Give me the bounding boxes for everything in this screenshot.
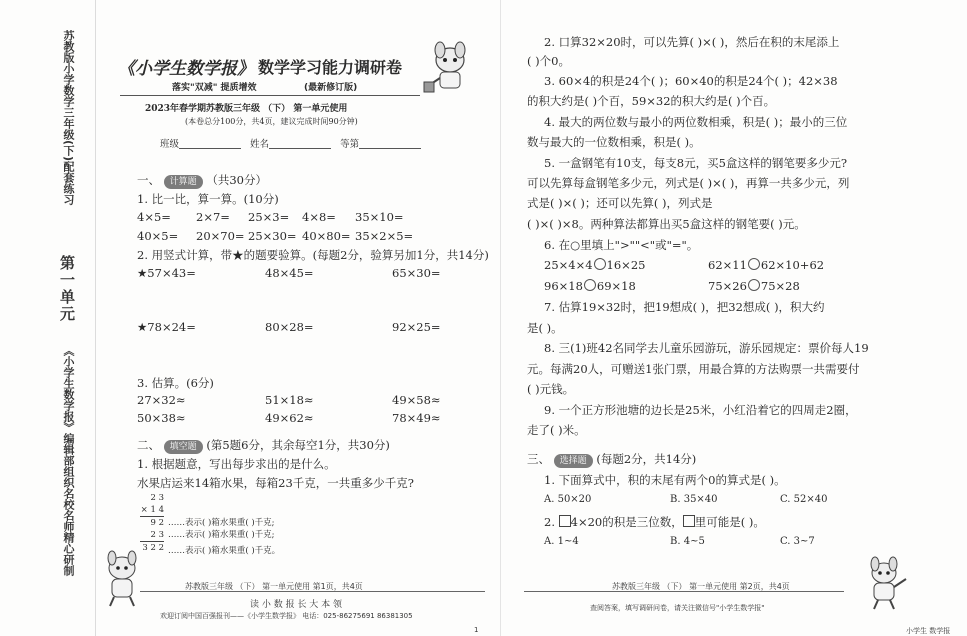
vertical-calc	[140, 492, 164, 554]
choice-option[interactable]: B. 35×40	[670, 494, 718, 505]
compare-right: 16×25	[606, 258, 646, 272]
blank-box[interactable]	[559, 515, 571, 527]
q1-item: 4×5=	[137, 210, 171, 224]
q2-item: 65×30=	[392, 266, 441, 280]
grade-label: 等第	[340, 139, 360, 150]
mascot-illustration	[420, 38, 478, 96]
text-line: 可以先算每盒钢笔多少元，列式是( )×( )，再算一共多少元，列	[527, 176, 850, 190]
q1-item: 40×80=	[302, 229, 351, 243]
calc-explain: ……表示( )箱水果重( )千克;	[168, 518, 275, 528]
page-number: 1	[474, 626, 479, 634]
footer-slogan: 读 小 数 报 长 大 本 领	[250, 600, 343, 610]
text-line: 数与最大的一位数相乘，积是( )。	[527, 135, 701, 149]
text-line: ( )元钱。	[527, 382, 575, 396]
section-1-num: 一、	[137, 173, 160, 187]
q1-item: 4×8=	[302, 210, 336, 224]
compare-item	[708, 258, 824, 272]
section-3-score: (每题2分，共14分)	[596, 452, 697, 466]
text-line: 2. 口算32×20时，可以先算( )×( )，然后在积的末尾添上	[544, 35, 840, 49]
q2-item: ★78×24=	[137, 320, 196, 334]
text-line: 的积大约是( )个百，59×32的积大约是( )个百。	[527, 94, 776, 108]
compare-circle[interactable]	[748, 279, 760, 291]
q1-item: 2×7=	[196, 210, 230, 224]
section-2-score: (第5题6分，其余每空1分，共30分)	[206, 438, 390, 452]
footer-contact: 欢迎订阅中国百强报刊——《小学生数学报》 电话：025-86275691 86381305	[160, 612, 413, 620]
compare-left: 25×4×4	[544, 258, 593, 272]
section-2-tag: 填空题	[164, 440, 203, 454]
choice-2-post: 里可能是( )。	[694, 515, 765, 529]
text-line: 4. 最大的两位数与最小的两位数相乘，积是( )；最小的三位	[544, 115, 848, 129]
q3-title: 3. 估算。(6分)	[137, 376, 214, 390]
text-line: 9. 一个正方形池塘的边长是25米，小红沿着它的四周走2圈，	[544, 403, 857, 417]
choice-option[interactable]: A. 1~4	[544, 536, 579, 547]
text-line: ( )×( )×8。两种算法都算出买5盒这样的钢笔要( )元。	[527, 217, 806, 231]
q2-item: 80×28=	[265, 320, 314, 334]
section-1-header	[137, 172, 267, 189]
text-line: 是( )。	[527, 321, 563, 335]
q1-item: 40×5=	[137, 229, 179, 243]
compare-circle[interactable]	[748, 258, 760, 270]
calc-explain: ……表示( )箱水果重( )千克;	[168, 530, 275, 540]
calc-explain: ……表示( )箱水果重( )千克。	[168, 546, 281, 556]
text-line: 5. 一盒钢笔有10支，每支8元，买5盒这样的钢笔要多少元?	[544, 156, 848, 170]
section-2-header	[137, 437, 390, 454]
mascot-illustration	[856, 555, 912, 611]
choice-option[interactable]: C. 3~7	[780, 536, 815, 547]
choice-option[interactable]: B. 4~5	[670, 536, 705, 547]
class-label: 班级	[160, 139, 180, 150]
q1-item: 25×3=	[248, 210, 290, 224]
q2-item: 48×45=	[265, 266, 314, 280]
compare-right: 75×28	[760, 279, 800, 293]
choice-1-title: 1. 下面算式中，积的末尾有两个0的算式是( )。	[544, 473, 786, 487]
text-line: ( )个0。	[527, 54, 570, 68]
section-3-header	[527, 451, 696, 468]
name-label: 姓名	[250, 139, 270, 150]
brand-logo: 《小学生数学报》	[118, 59, 254, 79]
compare-left: 62×11	[708, 258, 747, 272]
exam-note: (本卷总分100分，共4页，建议完成时间90分钟)	[185, 117, 358, 126]
q3-item: 49×58≈	[392, 393, 441, 407]
compare-right: 62×10+62	[760, 258, 825, 272]
compare-left: 75×26	[708, 279, 747, 293]
compare-item	[544, 258, 645, 272]
choice-2-title	[544, 514, 765, 530]
text-line: 元。每满20人，可赠送1张门票，用最合算的方法购票一共需要付	[527, 362, 860, 376]
compare-item	[708, 279, 800, 293]
footer-note: 查阅答案，填写调研问卷，请关注微信号"小学生数学报"	[590, 604, 765, 612]
semester-line: 2023年春学期苏教版三年级 （下） 第一单元使用	[145, 104, 348, 114]
choice-2-mid: 4×20的积是三位数，	[570, 515, 683, 529]
spine-series: 苏教版小学数学三年级(下)配套练习	[62, 30, 75, 206]
q1-item: 25×30=	[248, 229, 297, 243]
calc-line: × 1 4	[140, 505, 164, 515]
q3-item: 50×38≈	[137, 411, 186, 425]
corner-brand: 小学生 数学报	[906, 627, 951, 635]
q2-title: 2. 用竖式计算，带★的题要验算。(每题2分，验算另加1分，共14分)	[137, 248, 489, 262]
choice-option[interactable]: C. 52×40	[780, 494, 828, 505]
q3-item: 51×18≈	[265, 393, 314, 407]
spine-editor: 《小学生数学报》编辑部组织名校名师精心研制	[62, 345, 75, 576]
text-line: 式是( )×( )；还可以先算( )，列式是	[527, 196, 713, 210]
mascot-illustration	[92, 548, 152, 608]
q1-item: 20×70=	[196, 229, 245, 243]
compare-item	[544, 279, 636, 293]
calc-line: 2 3	[140, 529, 164, 542]
q4-text: 水果店运来14箱水果，每箱23千克，一共重多少千克?	[137, 476, 414, 490]
text-line: 7. 估算19×32时，把19想成( )，把32想成( )，积大约	[544, 300, 825, 314]
calc-line: 9 2	[150, 518, 164, 528]
q6-title: 6. 在○里填上">""<"或"="。	[544, 238, 699, 252]
text-line: 8. 三(1)班42名同学去儿童乐园游玩，游乐园规定：票价每人19	[544, 341, 869, 355]
section-1-tag: 计算题	[164, 175, 203, 189]
q1-item: 35×2×5=	[355, 229, 414, 243]
exam-title: 数学学习能力调研卷	[258, 58, 403, 77]
q1-title: 1. 比一比，算一算。(10分)	[137, 192, 279, 206]
spine-divider	[95, 0, 96, 636]
q3-item: 78×49≈	[392, 411, 441, 425]
choice-option[interactable]: A. 50×20	[544, 494, 592, 505]
spine-unit: 第一单元	[58, 255, 76, 323]
calc-line: 2 3	[150, 493, 164, 503]
section-1-score: （共30分）	[206, 173, 267, 187]
class-field[interactable]	[160, 136, 421, 150]
compare-circle[interactable]	[594, 258, 606, 270]
footer-page-info: 苏教版三年级 （下） 第一单元使用 第1页，共4页	[185, 582, 363, 591]
choice-2-pre: 2.	[544, 515, 559, 529]
q3-item: 49×62≈	[265, 411, 314, 425]
section-3-tag: 选择题	[554, 454, 593, 468]
blank-box[interactable]	[683, 515, 695, 527]
compare-left: 96×18	[544, 279, 583, 293]
edition: (最新修订版)	[304, 83, 358, 93]
q2-item: 92×25=	[392, 320, 441, 334]
section-2-num: 二、	[137, 438, 160, 452]
title-rule	[120, 95, 420, 96]
footer-page-info: 苏教版三年级 （下） 第一单元使用 第2页，共4页	[612, 582, 790, 591]
compare-right: 69×18	[596, 279, 636, 293]
text-line: 3. 60×4的积是24个( )；60×40的积是24个( )；42×38	[544, 74, 838, 88]
q1-item: 35×10=	[355, 210, 404, 224]
text-line: 走了( )米。	[527, 423, 586, 437]
q4-title: 1. 根据题意，写出每步求出的是什么。	[137, 457, 336, 471]
compare-circle[interactable]	[584, 279, 596, 291]
q2-item: ★57×43=	[137, 266, 196, 280]
q3-item: 27×32≈	[137, 393, 186, 407]
page-gutter	[500, 0, 501, 636]
slogan: 落实"双减" 提质增效	[172, 83, 257, 93]
section-3-num: 三、	[527, 452, 550, 466]
calc-line: 3 2 2	[142, 543, 164, 553]
